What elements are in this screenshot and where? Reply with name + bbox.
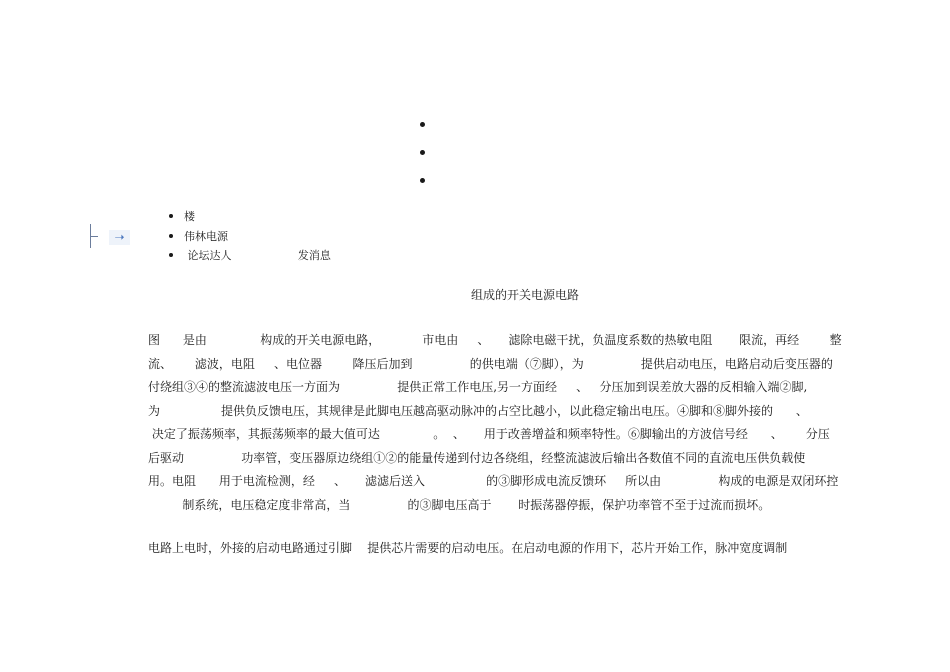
article-title: 组成的开关电源电路 xyxy=(470,288,579,302)
paragraph-line: 流、 滤波，电阻 、电位器 降压后加到 的供电端（⑦脚），为 提供启动电压，电路启动后变压器的 xyxy=(148,356,833,371)
bullet-dot-2 xyxy=(420,150,425,155)
paragraph-line: 电路上电时，外接的启动电路通过引脚 提供芯片需要的启动电压。在启动电源的作用下，芯片开始工作，脉冲宽度调制 xyxy=(148,541,788,555)
bullet-dot-3 xyxy=(420,178,425,183)
article-paragraph-1 xyxy=(148,329,848,517)
paragraph-line: 付绕组③④的整流滤波电压一方面为 提供正常工作电压,另一方面经 、 分压加到误差放大器的反相输入端②脚, xyxy=(148,380,808,394)
marker-tick xyxy=(90,236,98,237)
paragraph-line: 后驱动 功率管，变压器原边绕组①②的能量传递到付边各绕组，经整流滤波后输出各数值不同的直流电压供负载使 xyxy=(148,450,806,465)
paragraph-line: 为 提供负反馈电压，其规律是此脚电压越高驱动脉冲的占空比越小，以此稳定输出电压。④脚和⑧脚外接的 、 xyxy=(148,403,808,418)
arrow-right-icon[interactable]: ➝ xyxy=(109,230,130,245)
paragraph-line: 制系统，电压稳定度非常高，当 的③脚电压高于 时振荡器停振，保护功率管不至于过流而损坏。 xyxy=(148,497,771,512)
article-paragraph-2 xyxy=(148,537,848,561)
paragraph-line: 图 是由 构成的开关电源电路， 市电由 、 滤除电磁干扰，负温度系数的热敏电阻 限流，再经 整 xyxy=(148,333,842,347)
post-meta-list xyxy=(168,207,331,266)
bullet-dot-1 xyxy=(420,122,425,127)
author-name[interactable]: 伟林电源 xyxy=(168,227,331,247)
paragraph-line: 用。电阻 用于电流检测，经 、 滤滤后送入 的③脚形成电流反馈环 所以由 构成的电源是双闭环控 xyxy=(148,474,839,488)
side-marker[interactable] xyxy=(88,224,134,250)
paragraph-line: 决定了振荡频率，其振荡频率的最大值可达 。 、 用于改善增益和频率特性。⑥脚输出的方波信号经 、 分压 xyxy=(148,427,830,441)
post-floor: 楼 xyxy=(168,207,331,227)
author-rank-and-message[interactable]: 论坛达人 发消息 xyxy=(168,246,331,266)
